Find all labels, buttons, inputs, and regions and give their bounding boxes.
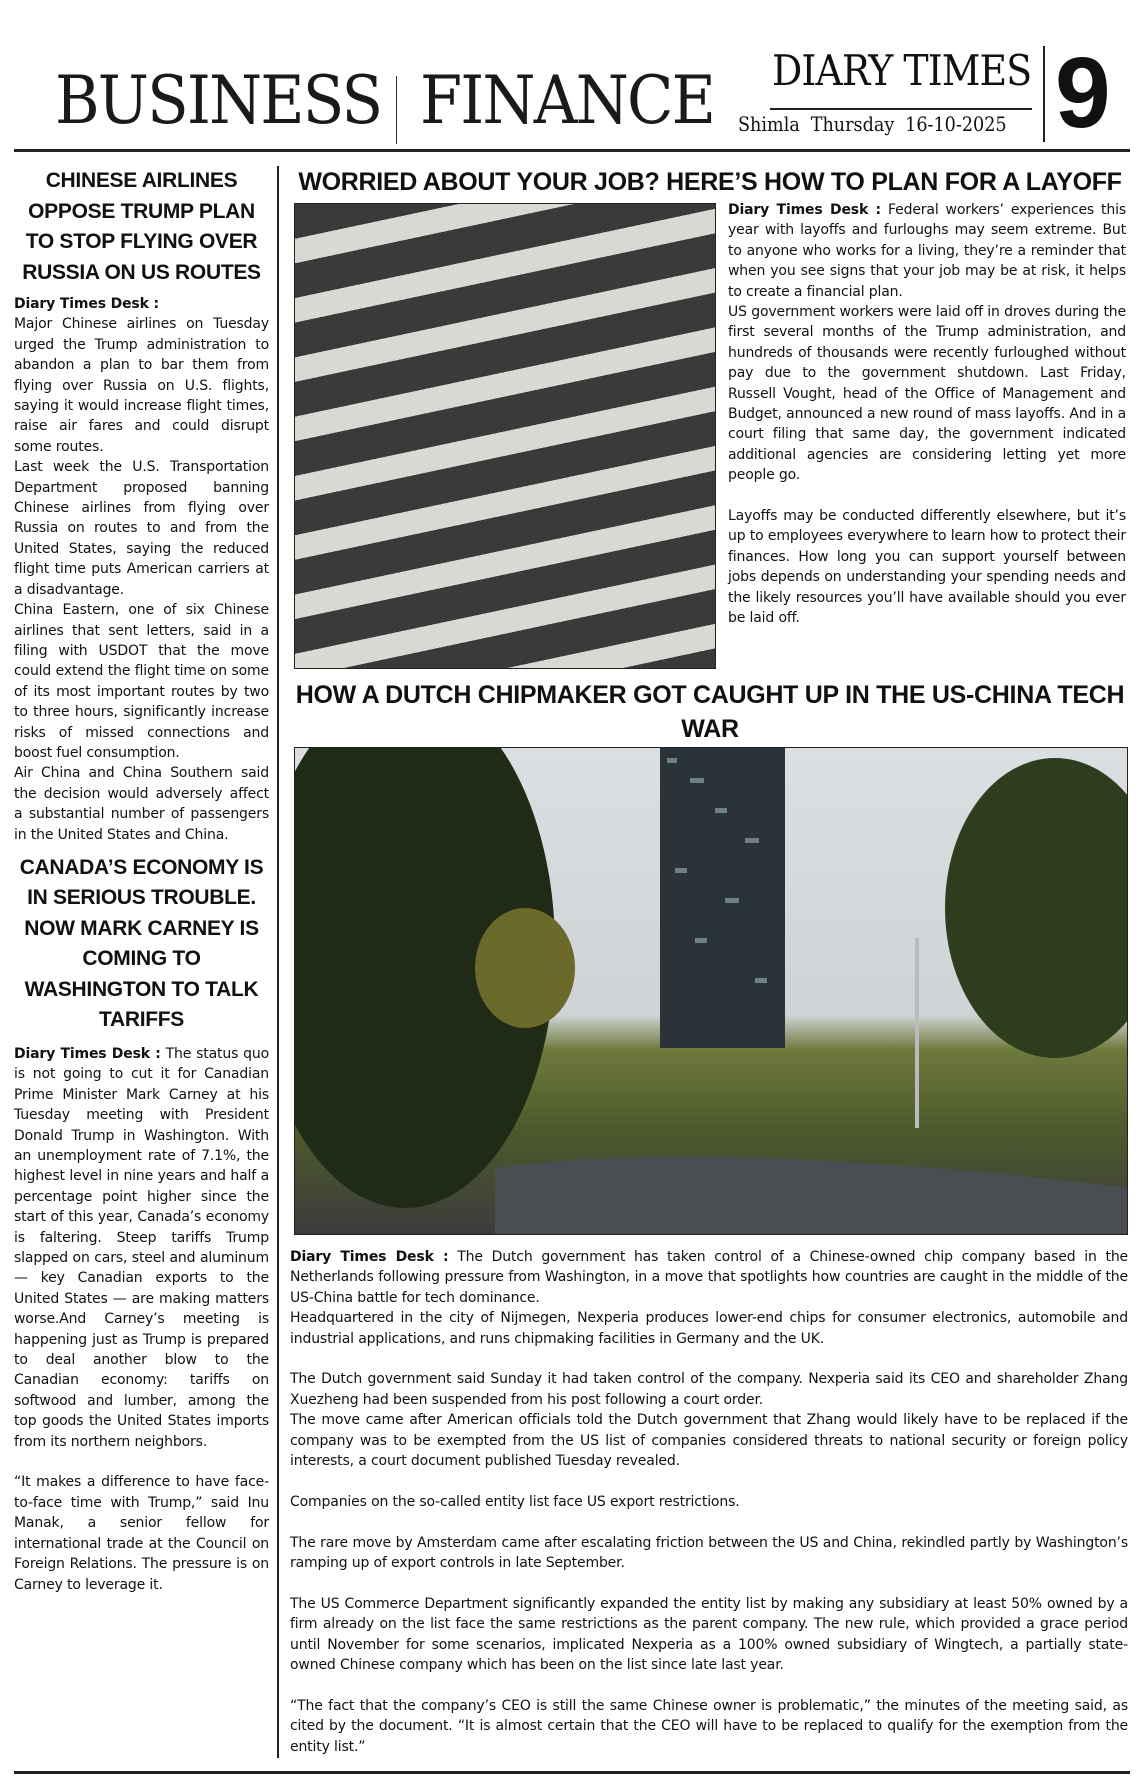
desk-byline: Diary Times Desk :	[290, 1249, 449, 1265]
top-rule	[14, 149, 1130, 152]
paragraph: Layoffs may be conducted differently elsewhere, but it’s up to employees everywhere to learn how to protect their finances. How long you can support yourself between jobs depends on understanding your spending needs and the likely resources you’ll have available should you ever be laid off.	[728, 508, 1126, 627]
headline-canada-economy: CANADA’S ECONOMY IS IN SERIOUS TROUBLE. NOW MARK CARNEY IS COMING TO WASHINGTON TO TALK TARIFFS	[19, 855, 264, 1032]
desk-byline: Diary Times Desk :	[14, 296, 159, 312]
divider	[1043, 46, 1045, 142]
page-number: 9	[1055, 37, 1111, 149]
photo-illustration	[295, 748, 1128, 1235]
paragraph: The status quo is not going to cut it for Canadian Prime Minister Mark Carney at his Tuesday meeting with President Donald Trump in Washington. With an unemployment rate of 7.1%, the highest level in nine years and half a percentage point higher since the start of this year, Canada’s economy is faltering. Steep tariffs Trump slapped on cars, steel and aluminum — key Canadian exports to the United States — are making matters worse.And Carney’s meeting is happening just as Trump is prepared to deal another blow to the Canadian economy: tariffs on softwood and lumber, among the top goods the United States imports from its northern neighbors.	[14, 1045, 269, 1450]
article-body	[290, 1247, 1128, 1757]
paragraph: Federal workers’ experiences this year with layoffs and furloughs may seem extreme. But to anyone who works for a living, they’re a reminder that when you see signs that your job may be at risk, it helps to create a financial plan.	[728, 202, 1126, 300]
paragraph: Headquartered in the city of Nijmegen, Nexperia produces lower-end chips for consumer electronics, automobile and industrial applications, and runs chipmaking facilities in Germany and the UK.	[290, 1310, 1128, 1347]
paragraph: The Dutch government said Sunday it had taken control of the company. Nexperia said its CEO and shareholder Zhang Xuezheng had been suspended from his post following a court order.	[290, 1371, 1128, 1408]
article-body	[14, 1044, 269, 1595]
nexperia-tower-photo	[294, 747, 1128, 1235]
paragraph: “The fact that the company’s CEO is still the same Chinese owner is problematic,” the minutes of the meeting said, as cited by the document. “It is almost certain that the CEO will have to be replaced to qualify for the exemption from the entity list.”	[290, 1697, 1128, 1755]
headline-dutch-chipmaker: HOW A DUTCH CHIPMAKER GOT CAUGHT UP IN THE US-CHINA TECH WAR	[295, 681, 1125, 743]
paragraph: Air China and China Southern said the decision would adversely affect a substantial number of passengers in the United States and China.	[14, 765, 269, 843]
day: Thursday	[810, 112, 895, 136]
paragraph: Major Chinese airlines on Tuesday urged the Trump administration to abandon a plan to bar them from flying over Russia on U.S. flights, saying it would increase flight times, raise air fares and could disrupt some routes.	[14, 316, 269, 455]
paragraph: The rare move by Amsterdam came after escalating friction between the US and China, rekindled partly by Washington’s ramping up of export controls in late September.	[290, 1534, 1128, 1572]
paragraph: The Dutch government has taken control of a Chinese-owned chip company based in the Netherlands following pressure from Washington, in a move that spotlights how countries are caught in the middle of the US-China battle for tech dominance.	[290, 1249, 1129, 1306]
section-title-business: BUSINESS	[55, 62, 382, 139]
section-title-finance: FINANCE	[420, 62, 715, 139]
dateline	[738, 112, 1007, 136]
city: Shimla	[738, 112, 800, 136]
divider	[770, 108, 1032, 110]
paragraph: China Eastern, one of six Chinese airlines that sent letters, said in a filing with USDOT that the move could extend the flight time on some of its most important routes by two to three hours, significantly increase risks of missed connections and boost fuel consumption.	[14, 602, 269, 761]
headline-chinese-airlines: CHINESE AIRLINES OPPOSE TRUMP PLAN TO STOP FLYING OVER RUSSIA ON US ROUTES	[22, 169, 261, 284]
article-body	[728, 200, 1126, 629]
paragraph: The US Commerce Department significantly expanded the entity list by making any subsidiary at least 50% owned by a firm already on the list face the same restrictions as the parent company. The new rule, which provided a grace period until November for some scenarios, implicated Nexperia as a 100% owned subsidiary of Wingtech, a partially state-owned Chinese company which has been on the list since late last year.	[290, 1595, 1128, 1674]
column-divider	[277, 166, 279, 1758]
bottom-rule	[14, 1771, 1130, 1774]
paragraph: The move came after American officials told the Dutch government that Zhang would likely have to be replaced if the company was to be exempted from the US list of companies considered threats to national security or foreign policy interests, a court document published Tuesday revealed.	[290, 1412, 1128, 1470]
paragraph: US government workers were laid off in droves during the first several months of the Trump administration, and hundreds of thousands were recently furloughed without pay due to the government shutdown. Last Friday, Russell Vought, head of the Office of Management and Budget, announced a new round of mass layoffs. And in a court filing that same day, the government indicated additional agencies are considering letting yet more people go.	[728, 304, 1126, 484]
headline-layoff: WORRIED ABOUT YOUR JOB? HERE’S HOW TO PLAN FOR A LAYOFF	[298, 168, 1122, 196]
paragraph: Last week the U.S. Transportation Department proposed banning Chinese airlines from flying over Russia on routes to and from the United States, saying the reduced flight time puts American carriers at a disadvantage.	[14, 459, 269, 598]
article-body	[14, 294, 269, 845]
date: 16-10-2025	[905, 112, 1007, 136]
divider	[396, 76, 397, 144]
paper-name: DIARY TIMES	[772, 46, 1032, 95]
paragraph: “It makes a difference to have face-to-face time with Trump,” said Inu Manak, a senior fellow for international trade at the Council on Foreign Relations. The pressure is on Carney to leverage it.	[14, 1474, 269, 1593]
paragraph: Companies on the so-called entity list face US export restrictions.	[290, 1493, 740, 1510]
desk-byline: Diary Times Desk :	[728, 202, 881, 218]
desk-byline: Diary Times Desk :	[14, 1045, 161, 1062]
crosswalk-photo	[294, 203, 716, 669]
left-column	[14, 166, 269, 1595]
